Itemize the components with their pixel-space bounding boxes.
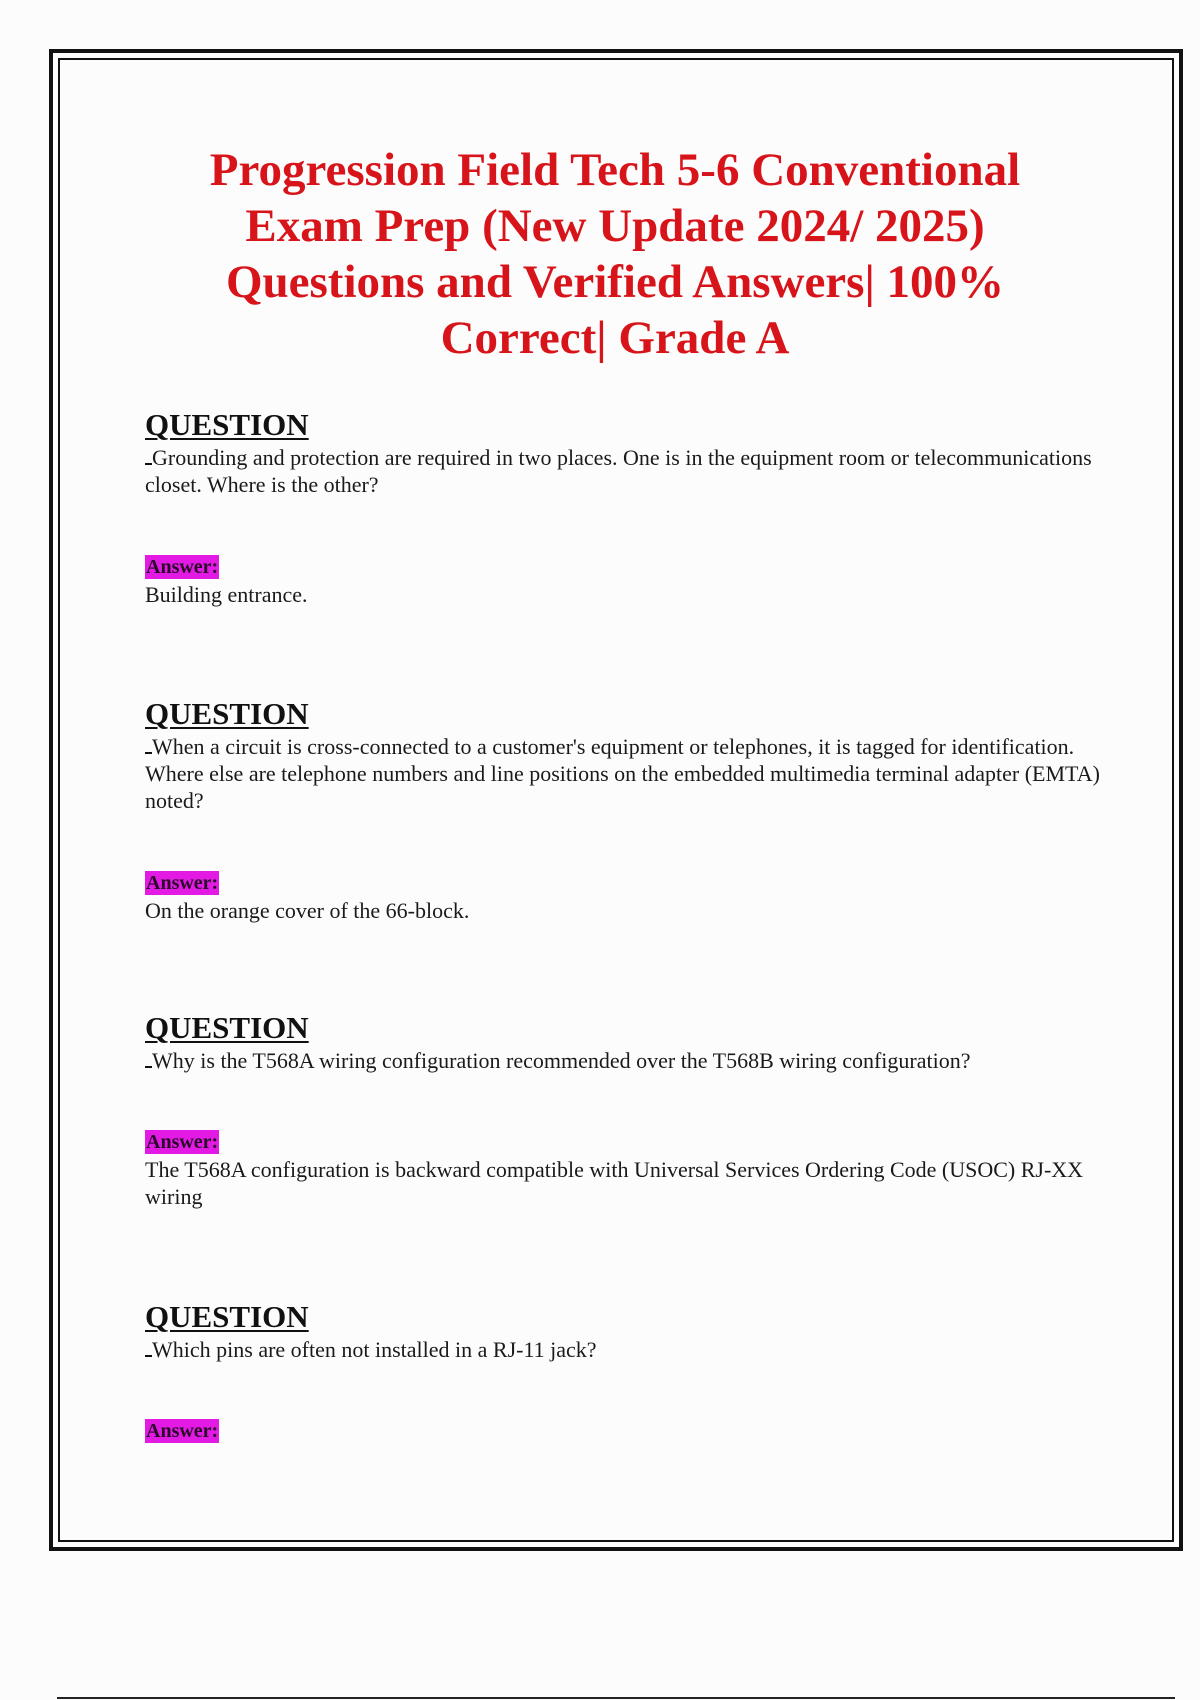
question-body: When a circuit is cross-connected to a customer's equipment or telephones, it is tagged for identification. Where else are telephone numbers and line positions on the embedded multimedia terminal adapter (EMTA) noted? [145,734,1100,813]
footer-rule [57,1697,1175,1699]
answer-block [145,1419,1105,1445]
answer-label: Answer: [146,1420,219,1442]
answer-text: Building entrance. [145,582,308,607]
question-heading: QUESTION [145,1010,309,1045]
title-line-2: Exam Prep (New Update 2024/ 2025) [245,200,985,252]
question-text [145,1336,1105,1363]
question-text [145,733,1105,814]
answer-text: The T568A configuration is backward compatible with Universal Services Ordering Code (USOC) RJ-XX wiring [145,1157,1084,1209]
question-heading: QUESTION [145,696,309,731]
answer-text: On the orange cover of the 66-block. [145,898,470,923]
question-text [145,444,1105,498]
answer-label: Answer: [146,1131,219,1153]
question-marker [145,1052,152,1068]
qa-item [145,697,1105,814]
question-marker [145,1341,152,1357]
answer-label: Answer: [146,872,219,894]
answer-label: Answer: [146,556,219,578]
question-marker [145,449,152,465]
title-line-1: Progression Field Tech 5-6 Conventional [209,144,1021,196]
question-body: Grounding and protection are required in two places. One is in the equipment room or telecommunications closet. Where is the other? [145,445,1092,497]
question-text [145,1047,1105,1074]
answer-block [145,871,1105,924]
answer-block [145,555,1105,608]
document-title [120,142,1110,366]
question-marker [145,738,152,754]
question-heading: QUESTION [145,1299,309,1334]
qa-item [145,1300,1105,1363]
qa-item [145,1011,1105,1074]
question-heading: QUESTION [145,407,309,442]
answer-block [145,1130,1105,1210]
question-body: Which pins are often not installed in a RJ-11 jack? [152,1337,597,1362]
question-body: Why is the T568A wiring configuration recommended over the T568B wiring configuration? [152,1048,971,1073]
title-line-3: Questions and Verified Answers| 100% [225,256,1005,308]
title-line-4: Correct| Grade A [440,312,790,364]
qa-item [145,408,1105,498]
